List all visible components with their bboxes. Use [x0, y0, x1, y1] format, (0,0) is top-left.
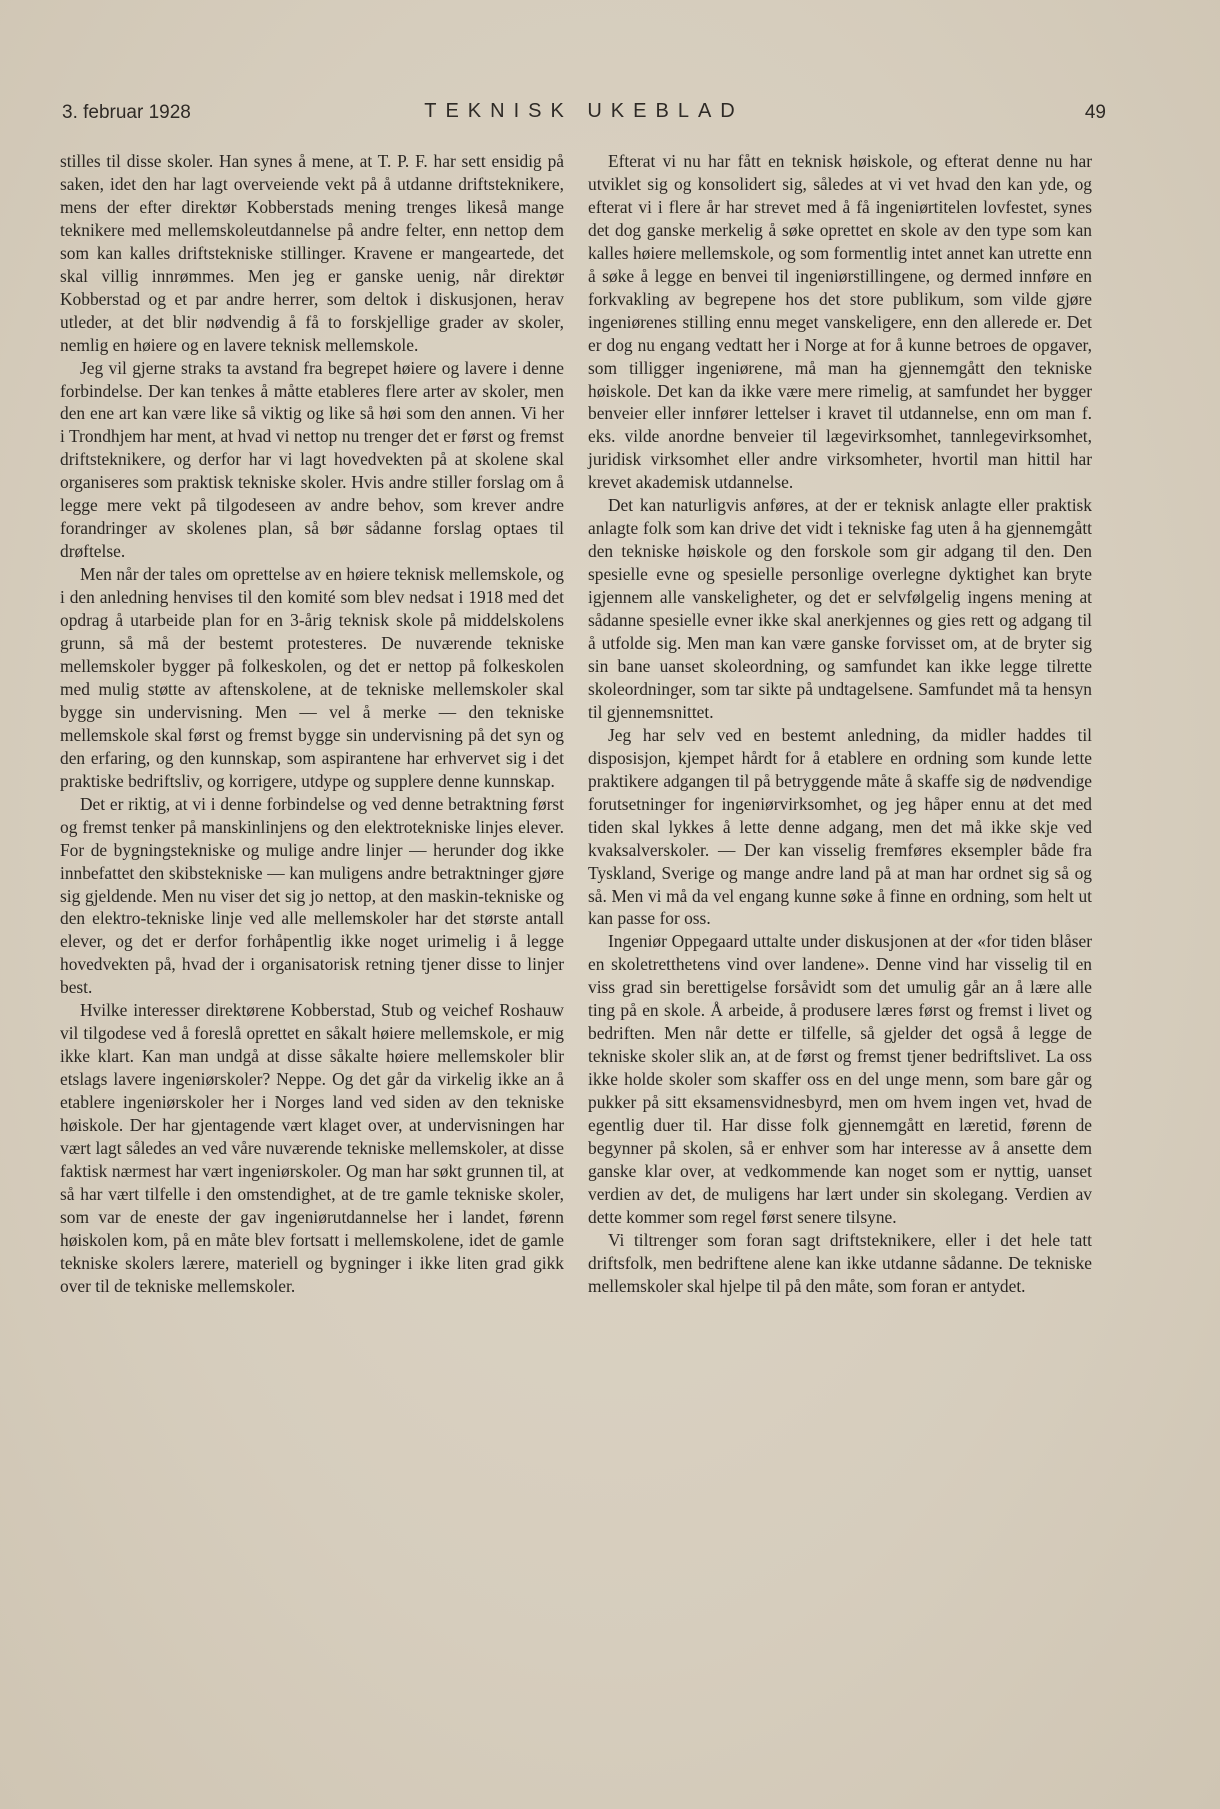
paragraph: Det kan naturligvis anføres, at der er teknisk anlagte eller praktisk anlagte folk som kan drive det vidt i tekniske fag uten å ha gjennemgått den tekniske høiskole og den forskole som gir adgang til den. Den spesielle evne og spesielle personlige overlegne dyktighet kan bryte igjennem alle vanskeligheter, og det er selvfølgelig ingens mening at sådanne spesielle evner ikke skal anerkjennes og gies rett og adgang til å utfolde sig. Men man kan være ganske forvisset om, at de bryter sig sin bane uanset skoleordning, og samfundet kan ikke legge tilrette skoleordninger, som tar sikte på undtagelsene. Samfundet må ta hensyn til gjennemsnittet. — [588, 495, 1092, 722]
paragraph: Vi tiltrenger som foran sagt driftsteknikere, eller i det hele tatt driftsfolk, men bedriftene alene kan ikke utdanne sådanne. De tekniske mellemskoler skal hjelpe til på den måte, som foran er antydet. — [588, 1229, 1092, 1296]
paragraph: stilles til disse skoler. Han synes å mene, at T. P. F. har sett ensidig på saken, idet den har lagt overveiende vekt på å utdanne driftsteknikere, mens der efter direktør Kobberstads mening trenges likeså mange teknikere med mellemskoleutdannelse på andre felter, enn nettop dem som kan kalles driftstekniske stillinger. Kravene er mangeartede, det skal villig innrømmes. Men jeg er ganske uenig, når direktør Kobberstad og et par andre herrer, som deltok i diskusjonen, herav utleder, at det blir nødvendig å få to forskjellige grader av skoler, nemlig en høiere og en lavere teknisk mellemskole. — [60, 151, 564, 355]
paragraph: Jeg vil gjerne straks ta avstand fra begrepet høiere og lavere i denne forbindelse. Der kan tenkes å måtte etableres flere arter av skoler, men den ene art kan være like så viktig og like så høi som den annen. Vi her i Trondhjem har ment, at hvad vi nettop nu trenger det er først og fremst driftsteknikere, og derfor har vi lagt hovedvekten på at skolene skal organiseres som praktisk tekniske skoler. Hvis andre stiller forslag om å legge mere vekt på tilgodeseen av andre behov, som krever andre forandringer av skolenes plan, så bør sådanne forslag optaes til drøftelse. — [60, 357, 564, 562]
page-number: 49 — [1084, 102, 1106, 123]
paragraph: Men når der tales om oprettelse av en høiere teknisk mellemskole, og i den anledning henvises til den komité som blev nedsat i 1918 med det opdrag å utarbeide plan for en 3-årig teknisk skole på middelskolens grunn, så må der bestemt protesteres. De nuværende tekniske mellemskoler bygger på folkeskolen, og det er nettop på folkeskolen med mulig støtte av aftenskolene, at de tekniske mellemskoler skal bygge sin undervisning. Men — vel å merke — den tekniske mellemskole skal først og fremst bygge sin undervisning på det syn og den erfaring, og den kunnskap, som aspirantene har erhvervet sig i det praktiske bedriftsliv, og korrigere, utdype og supplere denne kunnskap. — [60, 564, 564, 791]
page-header — [62, 100, 1106, 130]
paragraph: Jeg har selv ved en bestemt anledning, da midler haddes til disposisjon, kjempet hårdt for å etablere en ordning som kunde lette praktikere adgangen til på betryggende måte å skaffe sig de nødvendige forutsetninger for ingeniørvirksomhet, og jeg håper ennu at det med tiden skal lykkes å lette denne adgang, men det må ikke skje ved kvaksalverskoler. — Der kan visselig fremføres eksempler både fra Tyskland, Sverige og mange andre land på at man har ordnet sig så og så. Men vi må da vel engang kunne søke å finne en ordning, som helt ut kan passe for oss. — [588, 724, 1092, 929]
paragraph: Efterat vi nu har fått en teknisk høiskole, og efterat denne nu har utviklet sig og konsolidert sig, således at vi vet hvad den kan yde, og efterat vi i flere år har strevet med å få ingeniørtitelen lovfestet, synes det dog ganske merkelig å søke oprettet en skole av den type som kan kalles høiere mellemskole, og som formentlig intet annet kan utrette enn å søke å legge en benvei til ingeniørstillingene, og dermed innføre en forkvakling av begrepene hos det store publikum, som vilde gjøre ingeniørenes stilling ennu meget vanskeligere, enn den allerede er. Det er dog nu engang vedtatt her i Norge at for å kunne betroes de opgaver, som tilligger ingeniørene, må man ha gjennemgått den tekniske høiskole. Det kan da ikke være mere rimelig, at samfundet her bygger benveier eller innfører lettelser i kravet til utdannelse, enn om man f. eks. vilde anordne benveier til lægevirksomhet, tannlegevirksomhet, juridisk virksomhet eller andre virksomheter, hvortil man hittil har krevet akademisk utdannelse. — [588, 151, 1092, 493]
issue-date: 3. februar 1928 — [62, 102, 191, 123]
paragraph: Hvilke interesser direktørene Kobberstad, Stub og veichef Roshauw vil tilgodese ved å foreslå oprettet en såkalt høiere mellemskole, er mig ikke klart. Kan man undgå at disse såkalte høiere mellemskoler blir etslags lavere ingeniørskoler? Neppe. Og det går da virkelig ikke an å etablere ingeniørskoler her i Norges land ved siden av den tekniske høiskole. Der har gjentagende vært klaget over, at undervisningen har vært lagt således an ved våre nuværende tekniske mellemskoler, at disse faktisk nærmest har vært ingeniørskoler. Og man har søkt grunnen til, at så har vært tilfelle i den omstendighet, at de tre gamle tekniske skoler, som var de eneste der gav ingeniørutdannelse her i landet, førenn høiskolen kom, på en måte blev fortsatt i mellemskolene, idet de gamle tekniske skolers lærere, materiell og bygninger i ikke liten grad gikk over til de tekniske mellemskoler. — [60, 1000, 564, 1296]
right-column — [588, 150, 1092, 1298]
left-column — [60, 150, 564, 1298]
paragraph: Det er riktig, at vi i denne forbindelse og ved denne betraktning først og fremst tenker på manskinlinjens og den elektrotekniske linjes elever. For de bygningstekniske og mulige andre linjer — herunder dog ikke innbefattet den skibstekniske — kan muligens andre betraktninger gjøre sig gjeldende. Men nu viser det sig jo nettop, at den maskin-tekniske og den elektro-tekniske linje ved alle mellemskoler har det største antall elever, og det er derfor forhåpentlig ikke noget urimelig i å legge hovedvekten på, hvad der i organisatorisk retning tjener disse to linjer best. — [60, 793, 564, 998]
paragraph: Ingeniør Oppegaard uttalte under diskusjonen at der «for tiden blåser en skoletretthetens vind over landene». Denne vind har visselig til en viss grad sin berettigelse forsåvidt som det umulig går an å lære alle ting på en skole. Å arbeide, å produsere læres først og fremst i livet og bedriften. Men når dette er tilfelle, så gjelder det også å legge de tekniske skoler slik an, at de først og fremst tjener bedriftslivet. La oss ikke holde skoler som skaffer oss en del unge menn, som bare går og pukker på sitt eksamensvidnesbyrd, men om hvem ingen vet, hvad de egentlig duer til. Har disse folk gjennemgått en læretid, førenn de begynner på skolen, så er enhver som har interesse av å ansette dem ganske klar over, at vedkommende kan noget som er nyttig, uanset verdien av det, de muligens har lært under sin skolegang. Verdien av dette kommer som regel først senere tilsyne. — [588, 931, 1092, 1227]
journal-title: TEKNISK UKEBLAD — [424, 100, 744, 122]
